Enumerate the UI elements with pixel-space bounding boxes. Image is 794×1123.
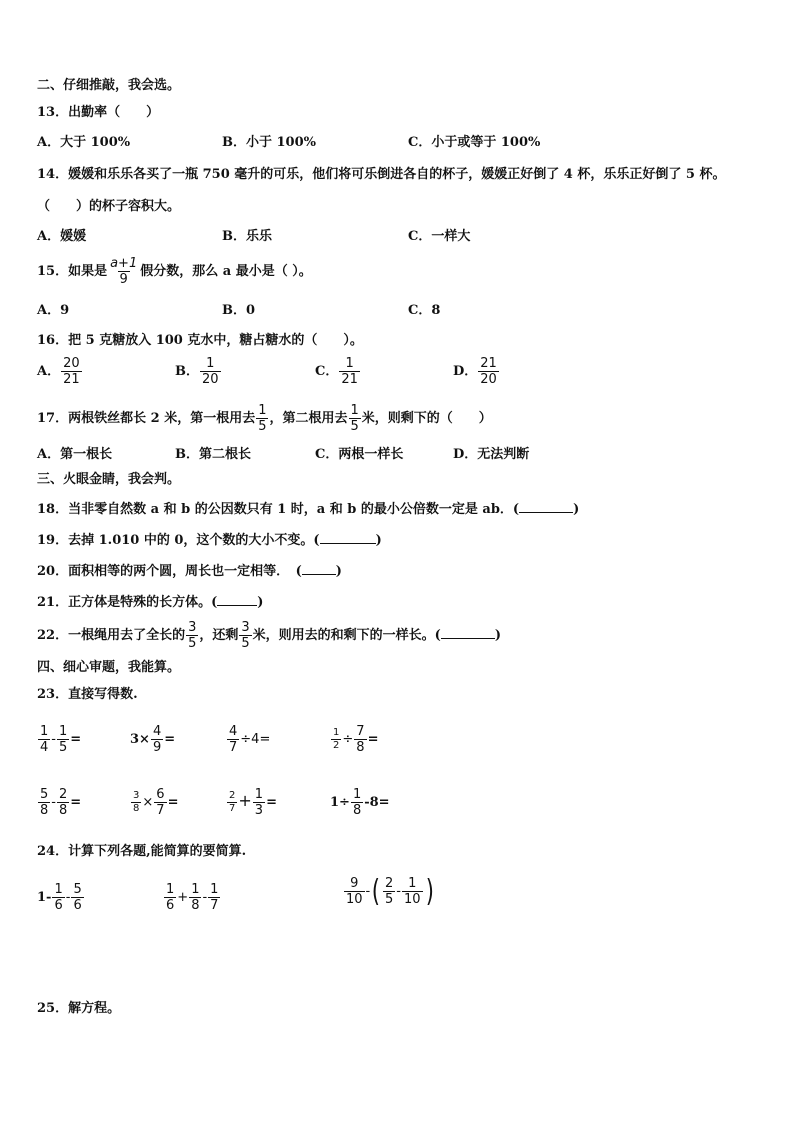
q17-option-d[interactable]: D．无法判断 — [453, 447, 530, 462]
q15-option-b[interactable]: B．0 — [222, 303, 256, 318]
answer-blank[interactable] — [302, 562, 336, 575]
answer-blank[interactable] — [519, 500, 573, 513]
q14-option-b[interactable]: B．乐乐 — [222, 229, 272, 244]
answer-blank[interactable] — [217, 593, 257, 606]
q15-fraction: $\frac{a+1}{9}$ — [110, 256, 138, 287]
q23-expr-6: $\frac{3}{8}$ × $\frac{6}{7}$ = — [133, 787, 179, 818]
q17-option-a[interactable]: A．第一根长 — [37, 447, 113, 462]
question-25: 25．解方程。 — [37, 1001, 121, 1016]
q13-option-c[interactable]: C．小于或等于 100% — [408, 135, 541, 150]
q23-expr-2: 3× $\frac{4}{9}$ = — [130, 724, 176, 755]
q24-expr-2: $\frac{1}{6}$ + $\frac{1}{8}$ - $\frac{1}{7}$ — [166, 882, 219, 913]
q14-option-a[interactable]: A．媛媛 — [37, 229, 87, 244]
q13-option-a[interactable]: A．大于 100% — [37, 135, 131, 150]
question-14: 14．媛媛和乐乐各买了一瓶 750 毫升的可乐，他们将可乐倒进各自的杯子，媛媛正好倒了 4 杯，乐乐正好倒了 5 杯。 — [37, 167, 726, 182]
answer-blank[interactable] — [320, 531, 376, 544]
q16-option-b[interactable]: B． $\frac{1}{20}$ — [175, 356, 219, 387]
section-4-heading: 四、细心审题，我能算。 — [37, 660, 181, 675]
question-21: 21．正方体是特殊的长方体。( ) — [37, 595, 264, 610]
question-14-cont: （ ）的杯子容积大。 — [37, 199, 181, 214]
q23-expr-4: $\frac{1}{2}$ ÷ $\frac{7}{8}$ = — [333, 724, 379, 755]
q17-option-b[interactable]: B．第二根长 — [175, 447, 251, 462]
q16-option-a[interactable]: A． $\frac{20}{21}$ — [37, 356, 80, 387]
question-18: 18．当非零自然数 a 和 b 的公因数只有 1 时，a 和 b 的最小公倍数一定是 ab．( ) — [37, 502, 580, 517]
question-15 — [37, 256, 312, 287]
q24-expr-1: 1- $\frac{1}{6}$ - $\frac{5}{6}$ — [37, 882, 82, 913]
q16-option-c[interactable]: C． $\frac{1}{21}$ — [315, 356, 358, 387]
q17-option-c[interactable]: C．两根一样长 — [315, 447, 404, 462]
q14-option-c[interactable]: C．一样大 — [408, 229, 471, 244]
question-13: 13．出勤率（ ） — [37, 105, 160, 120]
question-17: 17．两根铁丝都长 2 米，第一根用去 $\frac{1}{5}$ ，第二根用去 $\frac{1}{5}$ 米，则剩下的（ ） — [37, 403, 492, 434]
q23-expr-8: 1÷ $\frac{1}{8}$ -8= — [330, 787, 390, 818]
q15-suffix: 假分数，那么 a 最小是（ ）。 — [140, 264, 312, 279]
question-16: 16．把 5 克糖放入 100 克水中，糖占糖水的（ ）。 — [37, 333, 363, 348]
question-24: 24．计算下列各题,能简算的要简算. — [37, 844, 247, 859]
section-3-heading: 三、火眼金睛，我会判。 — [37, 472, 181, 487]
q15-option-c[interactable]: C．8 — [408, 303, 441, 318]
q23-expr-3: $\frac{4}{7}$ ÷4= — [229, 724, 271, 755]
q16-option-d[interactable]: D． $\frac{21}{20}$ — [453, 356, 497, 387]
q15-prefix: 15．如果是 — [37, 264, 108, 279]
q23-expr-7: $\frac{2}{7}$ + $\frac{1}{3}$ = — [229, 787, 277, 818]
q23-expr-1: $\frac{1}{4}$ - $\frac{1}{5}$ = — [40, 724, 82, 755]
section-2-heading: 二、仔细推敲，我会选。 — [37, 78, 181, 93]
q15-option-a[interactable]: A．9 — [37, 303, 70, 318]
question-20: 20．面积相等的两个圆，周长也一定相等． ( ) — [37, 564, 342, 579]
question-19: 19．去掉 1.010 中的 0，这个数的大小不变。( ) — [37, 533, 382, 548]
question-23: 23．直接写得数. — [37, 687, 138, 702]
answer-blank[interactable] — [441, 626, 495, 639]
q13-option-b[interactable]: B．小于 100% — [222, 135, 317, 150]
q24-expr-3: $\frac{9}{10}$ -( $\frac{2}{5}$ - $\frac{1}{10}$ ) — [346, 873, 434, 909]
q23-expr-5: $\frac{5}{8}$ - $\frac{2}{8}$ = — [40, 787, 82, 818]
question-22: 22．一根绳用去了全长的 $\frac{3}{5}$ ，还剩 $\frac{3}{5}$ 米，则用去的和剩下的一样长。( ) — [37, 620, 501, 651]
